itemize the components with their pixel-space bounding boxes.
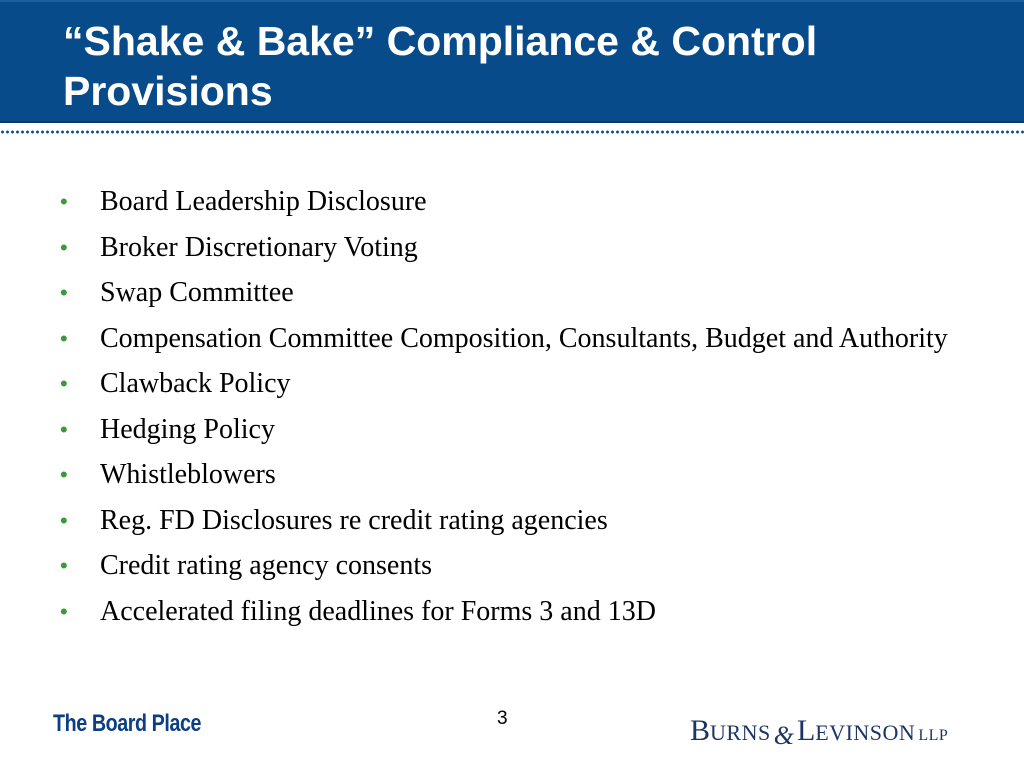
list-item-text: Credit rating agency consents bbox=[100, 550, 433, 581]
dotted-divider bbox=[0, 129, 1024, 135]
list-item-text: Whistleblowers bbox=[100, 459, 276, 490]
list-item-text: Hedging Policy bbox=[100, 413, 275, 445]
list-item bbox=[60, 321, 980, 357]
list-item bbox=[60, 548, 980, 584]
title-bar bbox=[0, 0, 1024, 123]
bullet-icon: • bbox=[60, 598, 68, 624]
list-item bbox=[60, 275, 980, 311]
bullet-icon: • bbox=[60, 189, 68, 214]
list-item bbox=[60, 594, 980, 630]
bullet-list bbox=[60, 184, 980, 639]
bullet-icon: • bbox=[60, 553, 68, 578]
bullet-icon: • bbox=[60, 371, 68, 396]
list-item-text: Accelerated filing deadlines for Forms 3 and 13D bbox=[100, 595, 656, 627]
board-place-logo: The Board Place bbox=[53, 710, 202, 737]
list-item bbox=[60, 366, 980, 402]
list-item-text: Broker Discretionary Voting bbox=[100, 231, 418, 263]
list-item bbox=[60, 230, 980, 266]
bullet-icon: • bbox=[60, 325, 68, 351]
bullet-icon: • bbox=[60, 462, 68, 487]
list-item bbox=[60, 457, 980, 493]
page-number: 3 bbox=[497, 708, 508, 729]
bullet-icon: • bbox=[60, 234, 68, 260]
list-item bbox=[60, 412, 980, 448]
bullet-icon: • bbox=[60, 280, 68, 305]
slide-title: “Shake & Bake” Compliance & Control Provisions bbox=[63, 18, 818, 114]
bullet-icon: • bbox=[60, 416, 68, 442]
list-item-text: Compensation Committee Composition, Consultants, Budget and Authority bbox=[100, 322, 948, 354]
list-item bbox=[60, 184, 980, 220]
firm-logo: BURNS & LEVINSON LLP bbox=[690, 714, 949, 750]
bullet-icon: • bbox=[60, 507, 68, 533]
list-item-text: Swap Committee bbox=[100, 277, 294, 308]
list-item-text: Board Leadership Disclosure bbox=[100, 186, 427, 217]
list-item-text: Clawback Policy bbox=[100, 368, 291, 399]
list-item bbox=[60, 503, 980, 539]
list-item-text: Reg. FD Disclosures re credit rating agencies bbox=[100, 504, 608, 536]
